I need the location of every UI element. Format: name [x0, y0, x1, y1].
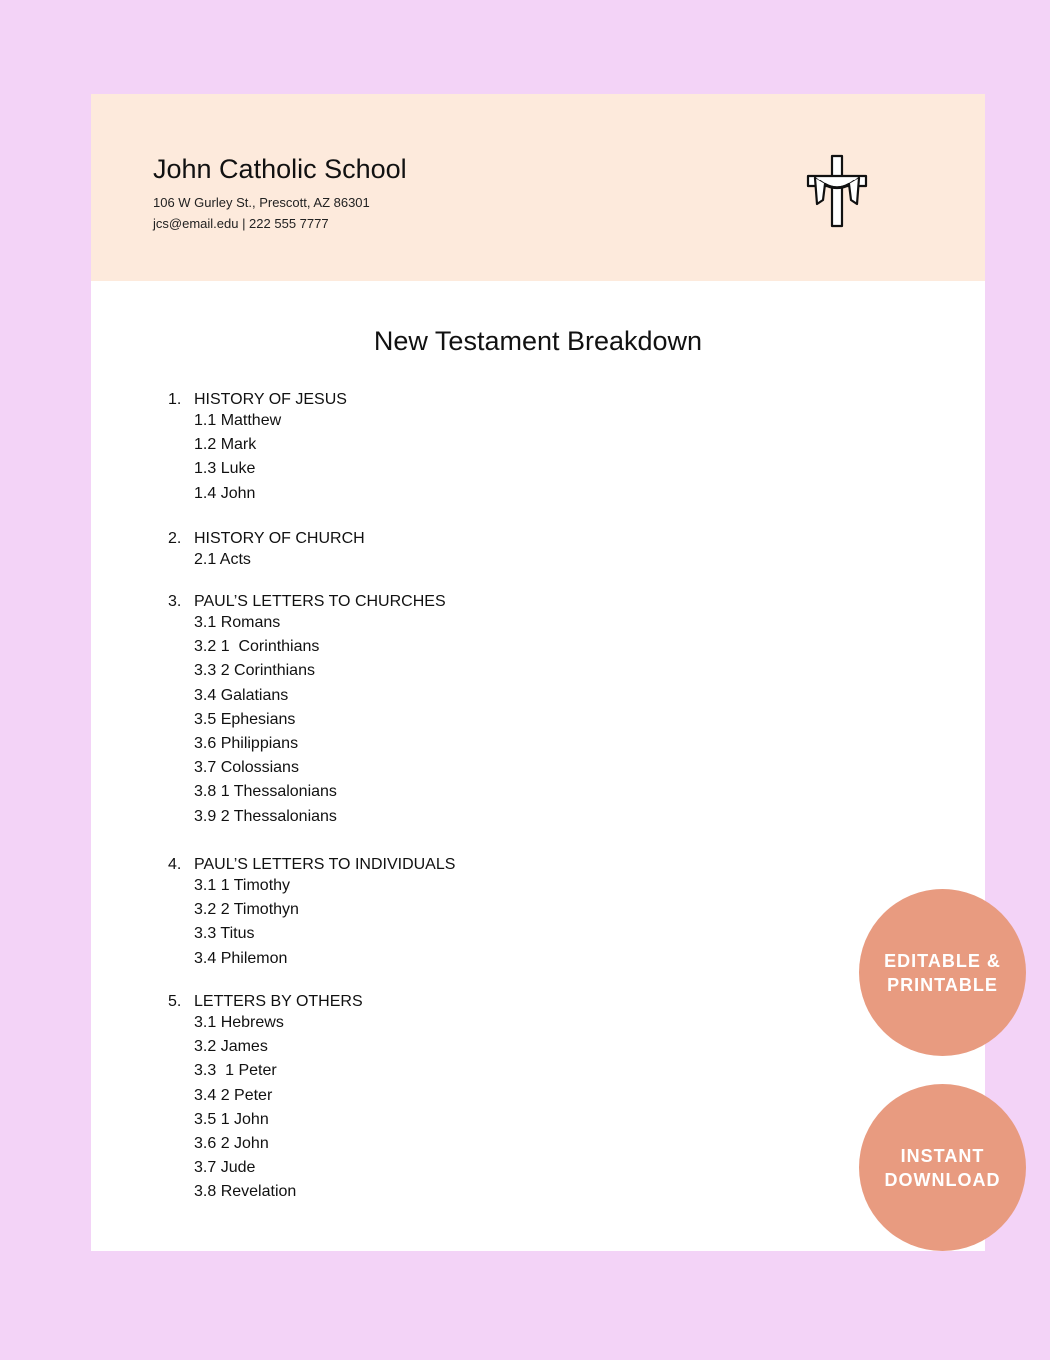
document-page	[91, 94, 985, 1251]
section-heading	[168, 591, 868, 613]
badge-line: PRINTABLE	[887, 974, 998, 995]
book-item: 3.1 Hebrews	[194, 1014, 284, 1031]
document-title: New Testament Breakdown	[373, 326, 703, 356]
book-item: 3.9 2 Thessalonians	[194, 807, 337, 825]
section-title: LETTERS BY OTHERS	[194, 993, 363, 1010]
book-list	[168, 550, 868, 574]
section-pauls-letters-to-individuals	[168, 854, 868, 973]
book-item: 1.3 Luke	[194, 460, 256, 478]
badge-line: DOWNLOAD	[884, 1169, 1001, 1190]
book-item: 3.8 Revelation	[194, 1183, 297, 1201]
editable-printable-badge	[859, 889, 1026, 1056]
section-number: 5.	[168, 993, 182, 1010]
section-history-of-jesus	[168, 389, 868, 508]
section-heading	[168, 854, 868, 876]
book-item: 3.4 Philemon	[194, 949, 288, 967]
letterhead	[91, 94, 985, 281]
section-number: 1.	[168, 391, 182, 408]
school-name: John Catholic School	[153, 154, 407, 184]
draped-cross-icon	[805, 154, 869, 228]
section-title: PAUL’S LETTERS TO INDIVIDUALS	[194, 856, 456, 873]
book-item: 3.6 2 John	[194, 1134, 269, 1152]
section-title: PAUL’S LETTERS TO CHURCHES	[194, 593, 446, 610]
section-history-of-church	[168, 528, 868, 574]
book-item: 3.6 Philippians	[194, 734, 299, 752]
badge-line: EDITABLE &	[884, 950, 1001, 971]
section-title: HISTORY OF CHURCH	[194, 530, 365, 547]
book-item: 3.5 1 John	[194, 1110, 269, 1128]
book-list	[168, 1013, 868, 1207]
section-number: 4.	[168, 856, 182, 873]
book-item: 1.1 Matthew	[194, 412, 282, 429]
instant-download-badge[interactable]	[859, 1084, 1026, 1251]
book-item: 3.7 Colossians	[194, 759, 299, 777]
book-item: 3.5 Ephesians	[194, 710, 296, 728]
book-item: 2.1 Acts	[194, 551, 251, 568]
school-address: 106 W Gurley St., Prescott, AZ 86301	[153, 195, 370, 210]
section-heading	[168, 991, 868, 1013]
book-item: 3.4 2 Peter	[194, 1086, 273, 1104]
section-title: HISTORY OF JESUS	[194, 391, 347, 408]
book-item: 3.3 Titus	[194, 925, 255, 943]
section-pauls-letters-to-churches	[168, 591, 868, 831]
book-item: 3.3 1 Peter	[194, 1062, 277, 1080]
book-item: 3.1 Romans	[194, 614, 281, 631]
section-number: 2.	[168, 530, 182, 547]
book-list	[168, 876, 868, 973]
section-number: 3.	[168, 593, 182, 610]
section-letters-by-others	[168, 991, 868, 1207]
book-item: 3.4 Galatians	[194, 686, 289, 704]
book-list	[168, 411, 868, 508]
book-item: 3.1 1 Timothy	[194, 877, 291, 894]
badge-line: INSTANT	[900, 1145, 985, 1166]
book-item: 3.2 1 Corinthians	[194, 638, 320, 656]
book-item: 1.2 Mark	[194, 436, 257, 454]
book-item: 3.2 James	[194, 1038, 268, 1056]
book-item: 3.2 2 Timothyn	[194, 901, 299, 919]
school-contact: jcs@email.edu | 222 555 7777	[153, 216, 329, 231]
book-item: 3.8 1 Thessalonians	[194, 783, 337, 801]
book-item: 3.7 Jude	[194, 1159, 256, 1177]
book-item: 3.3 2 Corinthians	[194, 662, 315, 680]
section-heading	[168, 389, 868, 411]
book-item: 1.4 John	[194, 484, 256, 502]
section-heading	[168, 528, 868, 550]
book-list	[168, 613, 868, 831]
